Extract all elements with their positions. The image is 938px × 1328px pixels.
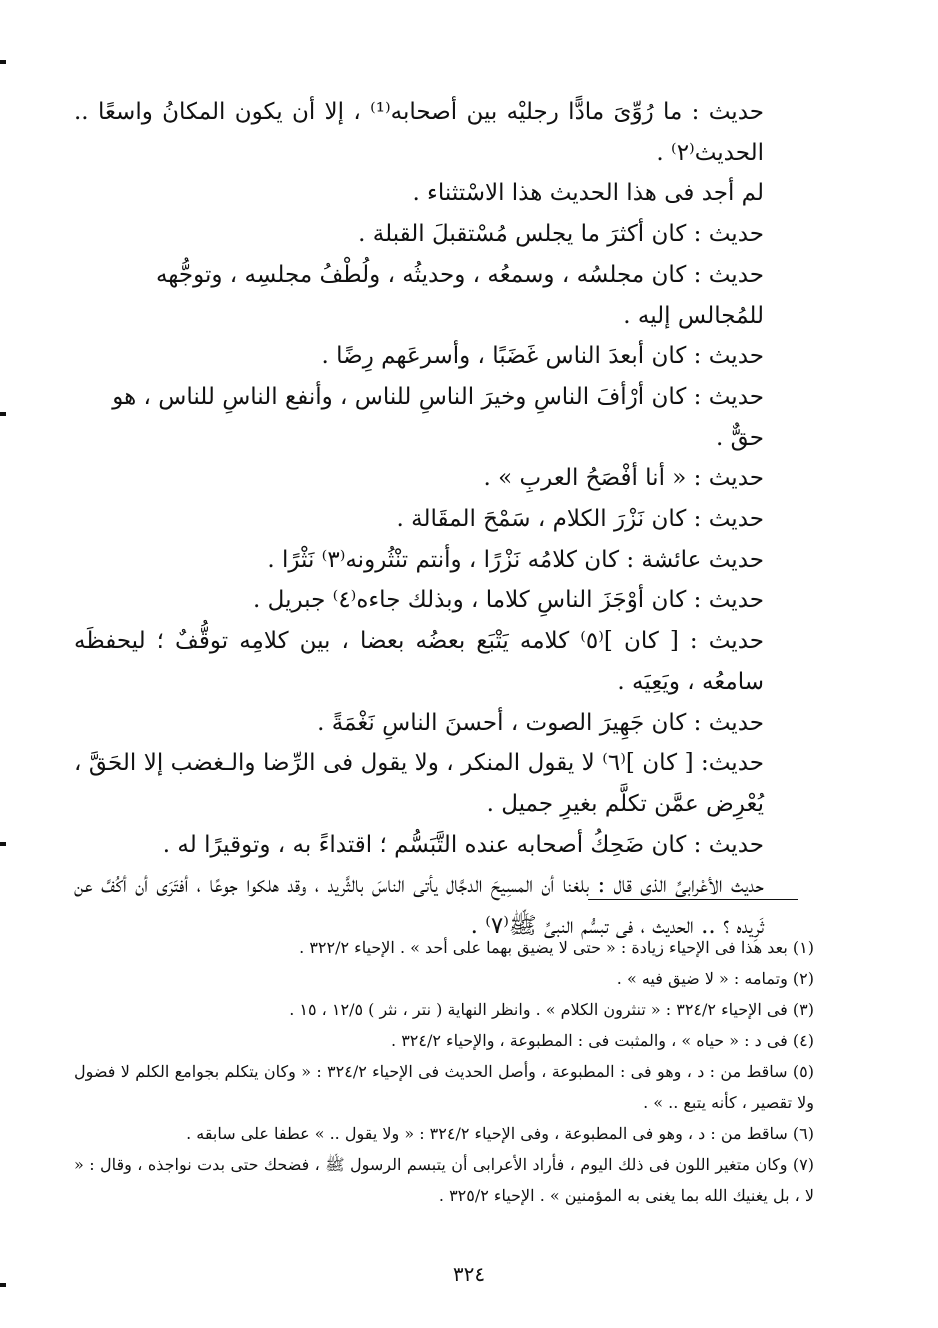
footnote: (٥) ساقط من : د ، وهو فى : المطبوعة ، وأصل الحديث فى الإحياء ٣٢٤/٢ : « وكان يتكلم بجوامع الكلم لا فضول ولا تقصير ، كأنه يتبع .. » . <box>74 1062 814 1112</box>
main-text <box>74 92 764 947</box>
footnote: (٧) وكان متغير اللون فى ذلك اليوم ، فأراد الأعرابى أن يتبسم الرسول ﷺ ، فضحك حتى بدت نواجذه ، وقال : « لا ، بل يغنيك الله بما يغنى به المؤمنين » . الإحياء ٣٢٥/٢ . <box>74 1155 814 1205</box>
footnote: (٢) وتمامه : « لا ضيق فيه » . <box>616 969 814 988</box>
footnotes <box>74 932 814 1211</box>
hadith-paragraph: حديث : كان أكثرَ ما يجلس مُسْتقبلَ القبلة . <box>358 221 764 248</box>
hadith-paragraph: حديث الأعْرابىِّ الذى قال : بلغنا أن المسِيحَ الدجَّال يأتى الناسَ بالثَّريد ، وقد هلكوا جوعًا ، أفتَرَى أن أكُفَّ عن ثَرِيده ؟ .. الحديث ، فى تبسُّم النبىِّ ﷺ⁽٧⁾ . <box>74 872 764 940</box>
hadith-paragraph: حديث : « أنا أفْصَحُ العربِ » . <box>483 465 764 492</box>
hadith-paragraph: حديث عائشة : كان كلامُه نَزْرًا ، وأنتم تنْثُرونه⁽٣⁾ نَثْرًا . <box>267 546 764 573</box>
hadith-paragraph: حديث : كان مجلسُه ، وسمعُه ، وحديثُه ، ولُطْفُ مجلسِه ، وتوجُّهه للمُجالس إليه . <box>155 261 764 329</box>
footnote: (٤) فى د : « حياه » ، والمثبت فى : المطبوعة ، والإحياء ٣٢٤/٢ . <box>391 1031 814 1050</box>
hadith-paragraph: حديث: [ كان ]⁽٦⁾ لا يقول المنكر ، ولا يقول فى الرِّضا والـغضب إلا الحَقَّ ، يُعْرِض عمَّن تكلَّم بغيرِ جميل . <box>74 750 764 817</box>
hadith-paragraph: حديث : كان جَهِيرَ الصوت ، أحسنَ الناسِ نَغْمَةً . <box>317 709 764 736</box>
scan-edge-mark <box>0 60 6 64</box>
footnote: (١) بعد هذا فى الإحياء زيادة : « حتى لا يضيق بهما على أحد » . الإحياء ٣٢٢/٢ . <box>299 938 814 957</box>
footnote-separator <box>588 899 798 900</box>
page-number: ٣٢٤ <box>452 1262 486 1286</box>
hadith-paragraph: حديث : ما رُوِّىَ مادًّا رجليْه بين أصحابه⁽¹⁾ ، إلا أن يكون المكانُ واسعًا .. الحديث⁽٢⁾ . <box>74 99 764 166</box>
hadith-paragraph: حديث : كان أوْجَزَ الناسِ كلاما ، وبذلك جاءه⁽٤⁾ جبريل . <box>253 587 764 614</box>
hadith-paragraph: لم أجد فى هذا الحديث هذا الاسْتثناء . <box>412 180 764 207</box>
footnote: (٣) فى الإحياء ٣٢٤/٢ : « تنثرون الكلام » . وانظر النهاية ( نتر ، نثر ) ١٢/٥ ، ١٥ . <box>289 1000 814 1019</box>
hadith-paragraph: حديث : [ كان ]⁽٥⁾ كلامه يَتْبَع بعضُه بعضا ، بين كلامِه توقُّفٌ ؛ ليحفظَه سامعُه ، ويَعِيَه . <box>74 628 764 695</box>
scan-edge-mark <box>0 842 6 846</box>
hadith-paragraph: حديث : كان نَزْرَ الكلام ، سَمْحَ المقَالة . <box>396 506 764 533</box>
hadith-paragraph: حديث : كان ضَحِكُ أصحابه عنده التَّبَسُّم ؛ اقتداءً به ، وتوقيرًا له . <box>162 831 764 858</box>
footnote: (٦) ساقط من : د ، وهو فى المطبوعة ، وفى الإحياء ٣٢٤/٢ : « ولا يقول .. » عطفا على سابقه . <box>186 1124 814 1143</box>
hadith-paragraph: حديث : كان أبعدَ الناس غَضَبًا ، وأسرعَهم رِضًا . <box>321 343 764 370</box>
scan-edge-mark <box>0 412 6 416</box>
hadith-paragraph: حديث : كان أرْأفَ الناسِ وخيرَ الناسِ للناس ، وأنفع الناسِ للناس ، هو حقٌّ . <box>112 383 764 451</box>
